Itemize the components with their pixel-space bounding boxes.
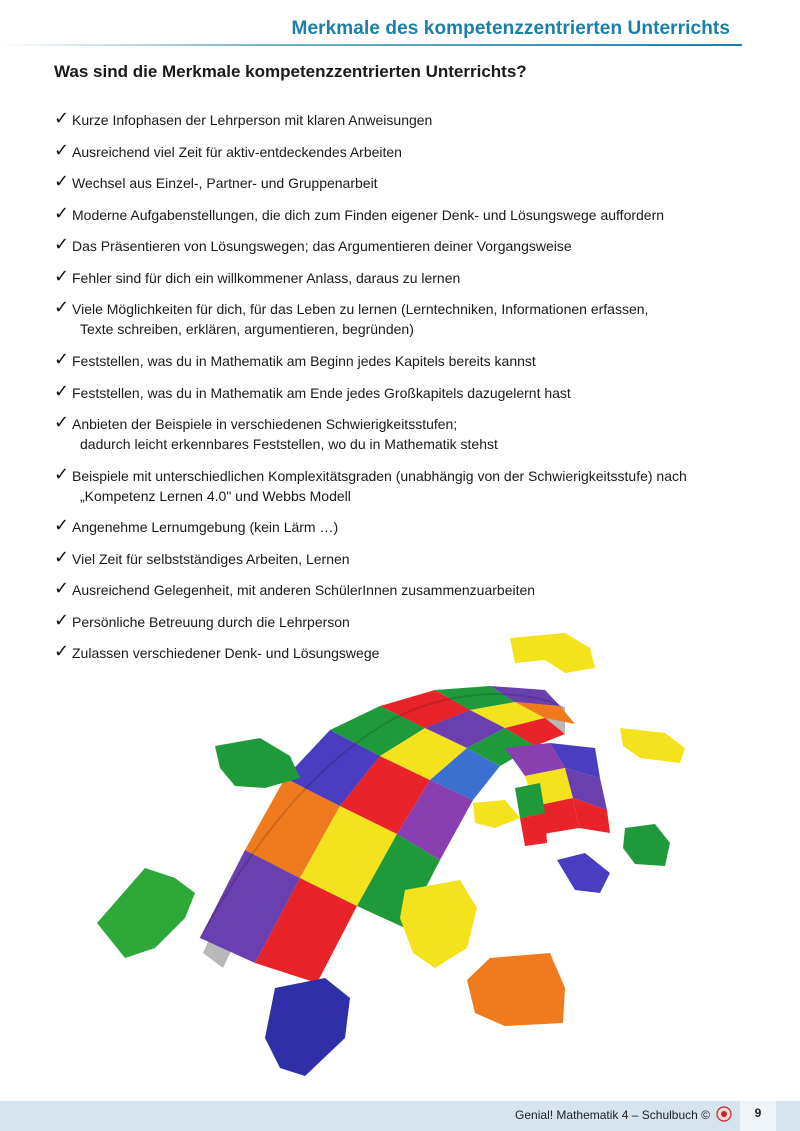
checkmark-icon: ✓	[54, 381, 70, 401]
list-item	[54, 351, 536, 371]
list-item-text-continued: Texte schreiben, erklären, argumentieren, begründen)	[80, 321, 414, 337]
list-item-text: Kurze Infophasen der Lehrperson mit klaren Anweisungen	[72, 112, 433, 128]
checkmark-icon: ✓	[54, 203, 70, 223]
list-item	[54, 142, 402, 162]
list-item	[54, 517, 338, 537]
list-item-text: Zulassen verschiedener Denk- und Lösungswege	[72, 645, 380, 661]
checkmark-icon: ✓	[54, 297, 70, 317]
checkmark-icon: ✓	[54, 547, 70, 567]
list-item-text: Viel Zeit für selbstständiges Arbeiten, Lernen	[72, 551, 350, 567]
list-item	[54, 580, 535, 600]
list-item	[54, 236, 572, 256]
checkmark-icon: ✓	[54, 108, 70, 128]
list-item-text: Das Präsentieren von Lösungswegen; das Argumentieren deiner Vorgangsweise	[72, 238, 572, 254]
header-divider	[0, 44, 742, 46]
list-item-text: Fehler sind für dich ein willkommener Anlass, daraus zu lernen	[72, 270, 461, 286]
section-question: Was sind die Merkmale kompetenzzentrierten Unterrichts?	[54, 62, 527, 81]
list-item-text: Feststellen, was du in Mathematik am Ende jedes Großkapitels dazugelernt hast	[72, 385, 571, 401]
checkmark-icon: ✓	[54, 171, 70, 191]
list-item-text: Beispiele mit unterschiedlichen Komplexitätsgraden (unabhängig von der Schwierigkeitsstufe) nach	[72, 468, 687, 484]
puzzle-illustration	[95, 628, 695, 1088]
list-item-text: Viele Möglichkeiten für dich, für das Leben zu lernen (Lerntechniken, Informationen erfassen,	[72, 301, 649, 317]
list-item-text: Angenehme Lernumgebung (kein Lärm …)	[72, 519, 339, 535]
checkmark-icon: ✓	[54, 641, 70, 661]
list-item-text: Feststellen, was du in Mathematik am Beginn jedes Kapitels bereits kannst	[72, 353, 536, 369]
list-item-text-continued: dadurch leicht erkennbares Feststellen, wo du in Mathematik stehst	[80, 436, 498, 452]
list-item	[54, 383, 571, 403]
page-number: 9	[754, 1106, 762, 1120]
list-item-text: Wechsel aus Einzel-, Partner- und Gruppenarbeit	[72, 175, 378, 191]
checkmark-icon: ✓	[54, 140, 70, 160]
checkmark-icon: ✓	[54, 234, 70, 254]
list-item	[54, 268, 460, 288]
checkmark-icon: ✓	[54, 412, 70, 432]
list-item	[54, 173, 378, 193]
list-item-text: Persönliche Betreuung durch die Lehrperson	[72, 614, 350, 630]
list-item-text: Moderne Aufgabenstellungen, die dich zum Finden eigener Denk- und Lösungswege auffordern	[72, 207, 665, 223]
checkmark-icon: ✓	[54, 266, 70, 286]
list-item-text: Ausreichend Gelegenheit, mit anderen SchülerInnen zusammenzuarbeiten	[72, 582, 536, 598]
checkmark-icon: ✓	[54, 464, 70, 484]
checkmark-icon: ✓	[54, 515, 70, 535]
checkmark-icon: ✓	[54, 610, 70, 630]
list-item	[54, 414, 498, 454]
checkmark-icon: ✓	[54, 578, 70, 598]
list-item-text-continued: „Kompetenz Lernen 4.0" und Webbs Modell	[80, 488, 351, 504]
list-item	[54, 299, 648, 339]
list-item	[54, 549, 350, 569]
list-item	[54, 110, 432, 130]
footer-publication: Genial! Mathematik 4 – Schulbuch ©	[515, 1108, 710, 1122]
page-header-title: Merkmale des kompetenzzentrierten Unterrichts	[291, 18, 730, 39]
publisher-logo-icon	[716, 1106, 732, 1122]
checkmark-icon: ✓	[54, 349, 70, 369]
list-item	[54, 205, 664, 225]
list-item-text: Ausreichend viel Zeit für aktiv-entdeckendes Arbeiten	[72, 144, 402, 160]
list-item	[54, 466, 687, 506]
list-item-text: Anbieten der Beispiele in verschiedenen Schwierigkeitsstufen;	[72, 416, 458, 432]
